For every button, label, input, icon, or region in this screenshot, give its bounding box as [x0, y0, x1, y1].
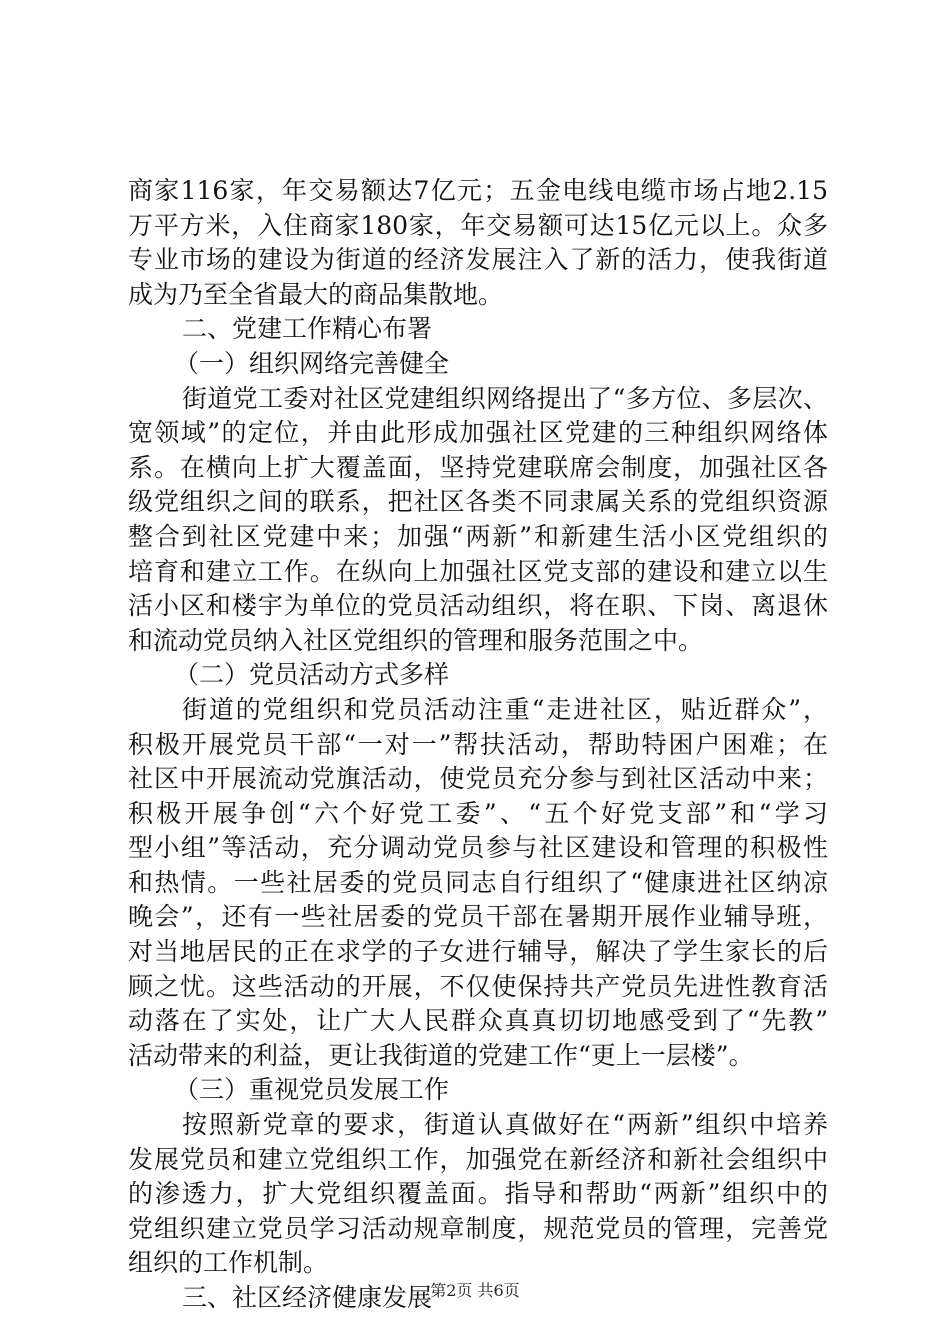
text-line: 万平方米，入住商家180家，年交易额可达15亿元以上。众多 — [128, 210, 828, 240]
text-line: 系。在横向上扩大覆盖面，坚持党建联席会制度，加强社区各 — [128, 452, 828, 482]
document-body — [128, 174, 828, 1316]
text-line: 的渗透力，扩大党组织覆盖面。指导和帮助“两新”组织中的 — [128, 1179, 828, 1209]
text-line: 活小区和楼宇为单位的党员活动组织，将在职、下岗、离退休 — [128, 591, 828, 621]
text-line: 培育和建立工作。在纵向上加强社区党支部的建设和建立以生 — [128, 556, 828, 586]
text-line: 对当地居民的正在求学的子女进行辅导，解决了学生家长的后 — [128, 937, 828, 967]
text-line: 党组织建立党员学习活动规章制度，规范党员的管理，完善党 — [128, 1213, 828, 1243]
text-line: 专业市场的建设为街道的经济发展注入了新的活力，使我街道 — [128, 245, 828, 275]
text-line: 组织的工作机制。 — [128, 1248, 329, 1278]
text-line: 三、社区经济健康发展 — [182, 1283, 433, 1312]
text-line: 级党组织之间的联系，把社区各类不同隶属关系的党组织资源 — [128, 487, 828, 517]
text-line: 街道的党组织和党员活动注重“走进社区，贴近群众”， — [182, 694, 828, 724]
text-line: 活动带来的利益，更让我街道的党建工作“更上一层楼”。 — [128, 1040, 754, 1070]
text-line: 积极开展党员干部“一对一”帮扶活动，帮助特困户困难；在 — [128, 729, 828, 759]
text-line: 和流动党员纳入社区党组织的管理和服务范围之中。 — [128, 625, 704, 655]
text-line: 街道党工委对社区党建组织网络提出了“多方位、多层次、 — [182, 383, 828, 413]
page-footer: 第2页 共6页 — [430, 1281, 520, 1300]
text-line: （二）党员活动方式多样 — [174, 660, 450, 690]
text-line: 和热情。一些社居委的党员同志自行组织了“健康进社区纳凉 — [128, 867, 828, 897]
text-line: 顾之忧。这些活动的开展，不仅使保持共产党员先进性教育活 — [128, 971, 828, 1001]
text-line: 型小组”等活动，充分调动党员参与社区建设和管理的积极性 — [128, 833, 828, 863]
text-line: 成为乃至全省最大的商品集散地。 — [128, 279, 504, 309]
text-line: 整合到社区党建中来；加强“两新”和新建生活小区党组织的 — [128, 521, 828, 551]
text-line: 动落在了实处，让广大人民群众真真切切地感受到了“先教” — [128, 1006, 828, 1036]
text-line: 发展党员和建立党组织工作，加强党在新经济和新社会组织中 — [128, 1144, 828, 1174]
text-line: （三）重视党员发展工作 — [174, 1075, 450, 1105]
text-line: 按照新党章的要求，街道认真做好在“两新”组织中培养 — [182, 1110, 828, 1140]
text-line: （一）组织网络完善健全 — [174, 348, 450, 378]
text-line: 晚会”，还有一些社居委的党员干部在暑期开展作业辅导班， — [128, 902, 828, 932]
text-line: 二、党建工作精心布署 — [182, 314, 433, 344]
text-line: 社区中开展流动党旗活动，使党员充分参与到社区活动中来； — [128, 764, 828, 794]
text-line: 商家116家，年交易额达7亿元；五金电线电缆市场占地2.15 — [128, 176, 828, 205]
text-line: 宽领域”的定位，并由此形成加强社区党建的三种组织网络体 — [128, 418, 828, 448]
text-line: 积极开展争创“六个好党工委”、“五个好党支部”和“学习 — [128, 798, 828, 828]
